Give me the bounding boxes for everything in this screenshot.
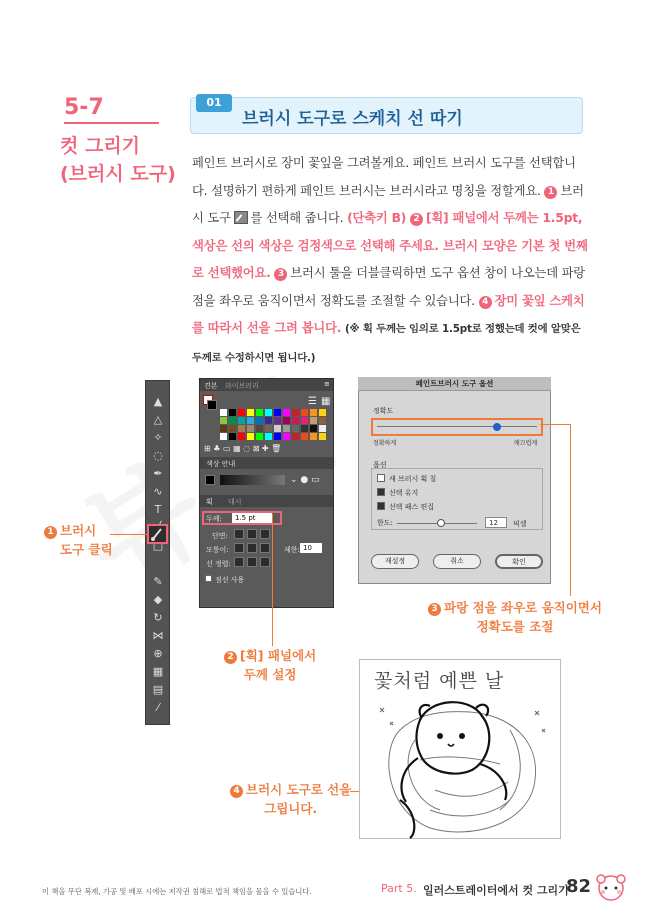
dashed-line-checkbox[interactable] [205, 575, 212, 582]
fidelity-label: 정확도 [373, 407, 394, 415]
limit-label: 제한: [284, 546, 300, 554]
fidelity-highlight [371, 418, 543, 436]
mesh-tool-icon[interactable]: ▦ [152, 665, 164, 678]
color-swatch[interactable] [301, 417, 308, 424]
body-p2b: 를 선택해 줍니다. [250, 211, 344, 225]
corner-miter-button[interactable] [234, 543, 244, 553]
leader-line-3b [570, 424, 571, 596]
callout-2 [224, 646, 316, 684]
rose-bear-drawing [360, 660, 562, 840]
keep-selected-label: 선택 유지 [389, 489, 419, 497]
color-swatch[interactable] [256, 433, 263, 440]
color-swatch[interactable] [301, 425, 308, 432]
color-swatch[interactable] [310, 409, 317, 416]
color-swatch[interactable] [229, 433, 236, 440]
fidelity-slider-thumb[interactable] [493, 423, 501, 431]
callout-4-marker: 4 [230, 785, 243, 798]
lasso-tool-icon[interactable]: ◌ [153, 449, 163, 462]
align-label: 선 정렬: [206, 560, 231, 568]
color-swatch[interactable] [220, 425, 227, 432]
chapter-rule [64, 122, 159, 124]
eyedropper-tool-icon[interactable]: ⁄ [157, 701, 159, 714]
stroke-swatch[interactable] [207, 400, 217, 410]
color-swatch[interactable] [292, 417, 299, 424]
corner-bevel-button[interactable] [260, 543, 270, 553]
body-text [192, 150, 588, 372]
color-swatch[interactable] [256, 425, 263, 432]
color-swatch[interactable] [220, 433, 227, 440]
color-swatch[interactable] [265, 409, 272, 416]
step3-marker: 3 [274, 268, 287, 281]
blob-brush-tool-icon[interactable]: ✎ [153, 575, 163, 588]
keep-selected-checkbox[interactable] [377, 488, 385, 496]
color-swatch[interactable] [283, 409, 290, 416]
section-number: 01 [196, 94, 232, 112]
color-swatch[interactable] [238, 409, 245, 416]
dialog-title: 페인트브러시 도구 옵션 [358, 377, 551, 391]
color-swatch[interactable] [220, 409, 227, 416]
chapter-title-line2: (브러시 도구) [60, 163, 176, 185]
tab-color-guide[interactable]: 색상 안내 [206, 460, 236, 468]
color-swatch[interactable] [229, 417, 236, 424]
tools-panel [145, 380, 170, 725]
callout-1 [44, 521, 113, 559]
callout-4-line1: 브러시 도구로 선을 [246, 782, 352, 797]
curvature-tool-icon[interactable]: ∿ [153, 485, 163, 498]
color-swatch[interactable] [247, 433, 254, 440]
weight-input[interactable]: 1.5 pt [232, 513, 272, 523]
step1-marker: 1 [544, 186, 557, 199]
color-swatch[interactable] [238, 417, 245, 424]
guide-color-strip[interactable] [220, 475, 285, 485]
color-swatch[interactable] [301, 409, 308, 416]
callout-2-line2: 두께 설정 [243, 667, 297, 682]
cap-round-button[interactable] [247, 529, 257, 539]
callout-4-line2: 그립니다. [264, 801, 318, 816]
cap-butt-button[interactable] [234, 529, 244, 539]
tab-dash[interactable]: 대시 [228, 498, 242, 506]
color-swatch[interactable] [229, 425, 236, 432]
reset-button[interactable]: 재설정 [371, 554, 419, 569]
fidelity-smooth-label: 매끄럽게 [514, 440, 538, 447]
magic-wand-tool-icon[interactable]: ✧ [153, 431, 163, 444]
limit-input[interactable]: 10 [300, 543, 322, 553]
color-swatch[interactable] [319, 409, 326, 416]
color-swatch[interactable] [265, 433, 272, 440]
body-p1: 페인트 브러시로 장미 꽃잎을 그려볼게요. 페인트 브러시 도구를 선택합니다. 설명하기 편하게 페인트 브러시는 브러시라고 명칭을 정할게요. [192, 156, 576, 198]
color-swatch[interactable] [274, 409, 281, 416]
direct-selection-tool-icon[interactable]: △ [153, 413, 163, 426]
leader-line-2 [272, 514, 273, 646]
paintbrush-tool-icon[interactable] [147, 524, 168, 544]
fidelity-track [377, 426, 537, 427]
footer-part-title: 일러스트레이터에서 컷 그리기 [423, 884, 569, 897]
brush-tool-icon [234, 211, 248, 224]
within-slider-thumb[interactable] [437, 519, 445, 527]
color-swatch[interactable] [265, 417, 272, 424]
selection-tool-icon[interactable]: ▲ [153, 395, 163, 408]
align-inside-button[interactable] [247, 557, 257, 567]
fidelity-accurate-label: 정확하게 [373, 440, 397, 447]
panel-tab-bar [200, 379, 333, 391]
body-p2a: 브러시 도구 [192, 183, 584, 225]
section-title: 브러시 도구로 스케치 선 따기 [242, 109, 463, 129]
chapter-title-line1: 컷 그리기 [60, 135, 141, 157]
body-p4: 브러시 툴을 더블클릭하면 도구 옵션 창이 나오는데 파랑 점을 좌우로 움직이면서 정확도를 조절할 수 있습니다. [192, 266, 585, 308]
color-swatch[interactable] [310, 433, 317, 440]
dashed-line-label: 점선 사용 [215, 576, 245, 584]
callout-3-line2: 정확도를 조절 [476, 619, 554, 634]
cancel-button[interactable]: 취소 [433, 554, 481, 569]
weight-label: 두께: [206, 515, 222, 523]
align-outside-button[interactable] [260, 557, 270, 567]
grid-view-icon[interactable]: ▦ [321, 396, 331, 407]
callout-3-marker: 3 [428, 603, 441, 616]
stroke-tab-bar [200, 495, 333, 507]
color-swatch[interactable] [319, 425, 326, 432]
color-swatch[interactable] [319, 433, 326, 440]
rotate-tool-icon[interactable]: ↻ [153, 611, 163, 624]
color-swatch[interactable] [292, 433, 299, 440]
chapter-title [60, 132, 180, 188]
within-unit: 픽셀 [513, 520, 527, 528]
shape-builder-tool-icon[interactable]: ⊕ [153, 647, 163, 660]
color-swatch[interactable] [220, 417, 227, 424]
callout-1-line1: 브러시 [60, 523, 97, 538]
corner-label: 모퉁이: [206, 546, 229, 554]
color-swatch[interactable] [238, 433, 245, 440]
swatches-stroke-panel [199, 378, 334, 608]
paintbrush-options-dialog [358, 377, 551, 584]
color-swatch[interactable] [283, 433, 290, 440]
leader-line-1 [110, 534, 148, 535]
options-label: 옵션 [373, 461, 387, 469]
step4-marker: 4 [479, 296, 492, 309]
callout-1-line2: 도구 클릭 [60, 542, 113, 557]
shortcut-text: (단축키 B) [347, 211, 407, 225]
color-swatch[interactable] [292, 425, 299, 432]
guide-base-swatch[interactable] [205, 475, 215, 485]
ok-button[interactable]: 확인 [495, 554, 543, 569]
cap-label: 단면: [212, 532, 228, 540]
type-tool-icon[interactable]: T [154, 503, 162, 516]
edit-selected-paths-label: 선택 패스 편집 [389, 503, 435, 511]
page-number: 82 [566, 876, 592, 897]
corner-round-button[interactable] [247, 543, 257, 553]
callout-1-marker: 1 [44, 526, 57, 539]
footer-part: Part 5. [381, 882, 417, 895]
color-swatch[interactable] [310, 417, 317, 424]
width-tool-icon[interactable]: ⋈ [152, 629, 164, 642]
swatch-library-icon[interactable]: ⊞ ♣ ▭ ▦ ◌ ⊠ ✚ 🗑 [204, 444, 282, 453]
color-swatch[interactable] [310, 425, 317, 432]
color-swatch[interactable] [256, 409, 263, 416]
color-swatch[interactable] [238, 425, 245, 432]
cap-square-button[interactable] [260, 529, 270, 539]
color-swatch[interactable] [283, 417, 290, 424]
step2-marker: 2 [410, 213, 423, 226]
color-swatch[interactable] [274, 425, 281, 432]
color-swatch[interactable] [256, 417, 263, 424]
color-swatch[interactable] [319, 417, 326, 424]
callout-3-line1: 파랑 점을 좌우로 움직이면서 [444, 600, 602, 615]
pen-tool-icon[interactable]: ✒ [153, 467, 163, 480]
color-swatch[interactable] [283, 425, 290, 432]
callout-3 [428, 598, 602, 636]
fill-new-strokes-checkbox[interactable] [377, 474, 385, 482]
harmony-dropdown-icon[interactable]: ⌄ ● ▭ [290, 475, 320, 485]
sketch-caption: 꽃처럼 예쁜 날 [374, 670, 505, 692]
color-swatch[interactable] [229, 409, 236, 416]
edit-selected-paths-checkbox[interactable] [377, 502, 385, 510]
color-swatch[interactable] [247, 417, 254, 424]
callout-2-line1: [획] 패널에서 [240, 648, 317, 663]
color-swatch[interactable] [274, 417, 281, 424]
sketch-illustration [359, 659, 561, 839]
color-swatch[interactable] [247, 425, 254, 432]
gradient-tool-icon[interactable]: ▤ [152, 683, 164, 696]
body-p5: 장미 꽃잎 스케치를 따라서 선을 그려 봅니다. [192, 293, 585, 335]
color-swatch[interactable] [274, 433, 281, 440]
tab-swatches[interactable]: 견본 [204, 382, 218, 390]
fill-new-strokes-label: 새 브러시 획 칠 [389, 475, 437, 483]
color-swatch[interactable] [247, 409, 254, 416]
color-swatch[interactable] [265, 425, 272, 432]
within-input[interactable]: 12 [485, 517, 507, 528]
mascot-icon [594, 873, 628, 901]
footer-copyright: 이 책을 무단 복제, 가공 및 배포 시에는 저작권 침해로 법적 책임을 물을 수 있습니다. [42, 887, 312, 896]
leader-line-3a [540, 424, 570, 425]
body-p3: [획] 패널에서 두께는 1.5pt, 색상은 선의 색상은 검정색으로 선택해 주세요. 브러시 모양은 기본 첫 번째로 선택했어요. [192, 211, 588, 280]
color-swatch[interactable] [292, 409, 299, 416]
list-view-icon[interactable]: ☰ [308, 396, 317, 407]
callout-2-marker: 2 [224, 651, 237, 664]
tab-libraries[interactable]: 라이브러리 [225, 382, 259, 390]
color-swatch[interactable] [301, 433, 308, 440]
align-center-button[interactable] [234, 557, 244, 567]
panel-menu-icon[interactable]: ≡ [324, 380, 330, 388]
within-label: 한도: [377, 519, 393, 527]
callout-4 [230, 780, 351, 818]
body-note: (※ 획 두께는 임의로 1.5pt로 정했는데 컷에 알맞은 두께로 수정하시면 됩니다.) [192, 323, 581, 364]
tab-stroke[interactable]: 획 [206, 498, 213, 506]
chapter-number: 5-7 [64, 95, 104, 120]
eraser-tool-icon[interactable]: ◆ [153, 593, 163, 606]
